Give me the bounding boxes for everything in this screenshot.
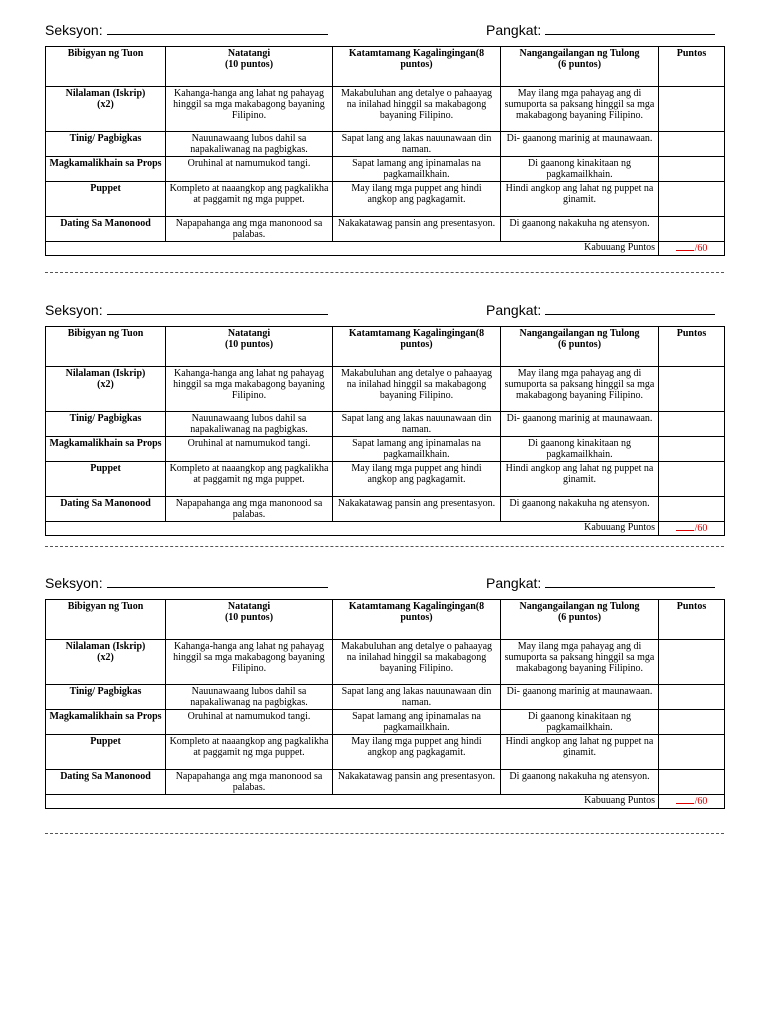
puntos-cell[interactable] [659,367,725,412]
puntos-cell[interactable] [659,640,725,685]
criterion-cell: Magkamalikhain sa Props [46,157,166,182]
table-header-row [46,47,725,87]
tulong-cell: May ilang mga pahayag ang di sumuporta sa paksang hinggil sa mga makabagong bayaning Filipino. [501,367,659,412]
column-header: Katamtamang Kagalingingan(8 puntos) [333,327,501,367]
table-row [46,462,725,497]
total-row [46,242,725,256]
criterion-cell: Magkamalikhain sa Props [46,710,166,735]
criterion-cell: Dating Sa Manonood [46,497,166,522]
rubric-table [45,599,725,809]
tulong-cell: Hindi angkop ang lahat ng puppet na ginamit. [501,182,659,217]
natatangi-cell: Nauunawaang lubos dahil sa napakaliwanag na pagbigkas. [166,412,333,437]
pangkat-field [486,575,715,591]
criterion-cell: Puppet [46,182,166,217]
puntos-cell[interactable] [659,412,725,437]
column-header: Katamtamang Kagalingingan(8 puntos) [333,600,501,640]
column-header: Puntos [659,47,725,87]
katamtaman-cell: Makabuluhan ang detalye o pahaayag na inilahad hinggil sa makabagong bayaning Filipino. [333,640,501,685]
total-score[interactable] [659,522,725,536]
tulong-cell: May ilang mga pahayag ang di sumuporta sa paksang hinggil sa mga makabagong bayaning Filipino. [501,87,659,132]
table-row [46,367,725,412]
criterion-cell: Tinig/ Pagbigkas [46,132,166,157]
column-header: Nangangailangan ng Tulong (6 puntos) [501,327,659,367]
puntos-cell[interactable] [659,735,725,770]
table-row [46,412,725,437]
katamtaman-cell: Makabuluhan ang detalye o pahaayag na inilahad hinggil sa makabagong bayaning Filipino. [333,87,501,132]
katamtaman-cell: May ilang mga puppet ang hindi angkop ang pagkagamit. [333,462,501,497]
natatangi-cell: Oruhinal at namumukod tangi. [166,157,333,182]
criterion-cell: Nilalaman (Iskrip) (x2) [46,640,166,685]
total-score[interactable] [659,242,725,256]
tulong-cell: Di gaanong kinakitaan ng pagkamailkhain. [501,437,659,462]
criterion-cell: Nilalaman (Iskrip) (x2) [46,367,166,412]
column-header: Bibigyan ng Tuon [46,327,166,367]
tulong-cell: Di gaanong kinakitaan ng pagkamailkhain. [501,710,659,735]
total-score-max: /60 [694,523,708,534]
pangkat-blank[interactable] [545,22,715,35]
pangkat-label: Pangkat: [486,302,542,318]
pangkat-field [486,302,715,318]
criterion-cell: Nilalaman (Iskrip) (x2) [46,87,166,132]
katamtaman-cell: Sapat lamang ang ipinamalas na pagkamailkhain. [333,157,501,182]
tulong-cell: Di- gaanong marinig at maunawaan. [501,412,659,437]
puntos-cell[interactable] [659,217,725,242]
table-header-row [46,600,725,640]
seksyon-label: Seksyon: [45,22,103,38]
pangkat-blank[interactable] [545,575,715,588]
seksyon-blank[interactable] [107,22,328,35]
pangkat-label: Pangkat: [486,22,542,38]
table-row [46,710,725,735]
natatangi-cell: Oruhinal at namumukod tangi. [166,710,333,735]
puntos-cell[interactable] [659,770,725,795]
puntos-cell[interactable] [659,132,725,157]
natatangi-cell: Nauunawaang lubos dahil sa napakaliwanag na pagbigkas. [166,132,333,157]
puntos-cell[interactable] [659,437,725,462]
table-row [46,157,725,182]
tulong-cell: Hindi angkop ang lahat ng puppet na ginamit. [501,462,659,497]
table-row [46,437,725,462]
total-label: Kabuuang Puntos [46,522,659,536]
total-label: Kabuuang Puntos [46,795,659,809]
column-header: Bibigyan ng Tuon [46,600,166,640]
katamtaman-cell: Makabuluhan ang detalye o pahaayag na inilahad hinggil sa makabagong bayaning Filipino. [333,367,501,412]
puntos-cell[interactable] [659,87,725,132]
natatangi-cell: Kahanga-hanga ang lahat ng pahayag hinggil sa mga makabagong bayaning Filipino. [166,640,333,685]
puntos-cell[interactable] [659,157,725,182]
puntos-cell[interactable] [659,182,725,217]
katamtaman-cell: Nakakatawag pansin ang presentasyon. [333,217,501,242]
natatangi-cell: Napapahanga ang mga manonood sa palabas. [166,770,333,795]
katamtaman-cell: Sapat lamang ang ipinamalas na pagkamailkhain. [333,710,501,735]
tulong-cell: Hindi angkop ang lahat ng puppet na ginamit. [501,735,659,770]
natatangi-cell: Kahanga-hanga ang lahat ng pahayag hinggil sa mga makabagong bayaning Filipino. [166,367,333,412]
puntos-cell[interactable] [659,685,725,710]
total-score[interactable] [659,795,725,809]
natatangi-cell: Oruhinal at namumukod tangi. [166,437,333,462]
column-header: Nangangailangan ng Tulong (6 puntos) [501,47,659,87]
table-header-row [46,327,725,367]
cut-line [45,272,724,273]
puntos-cell[interactable] [659,462,725,497]
katamtaman-cell: May ilang mga puppet ang hindi angkop ang pagkagamit. [333,735,501,770]
column-header: Puntos [659,600,725,640]
column-header: Natatangi (10 puntos) [166,600,333,640]
total-row [46,522,725,536]
katamtaman-cell: Sapat lang ang lakas nauunawaan din naman. [333,412,501,437]
seksyon-blank[interactable] [107,575,328,588]
rubric-table [45,46,725,256]
rubric-block [45,20,724,254]
seksyon-field [45,22,328,38]
table-row [46,217,725,242]
katamtaman-cell: Sapat lang ang lakas nauunawaan din naman. [333,685,501,710]
total-score-max: /60 [694,243,708,254]
puntos-cell[interactable] [659,497,725,522]
natatangi-cell: Nauunawaang lubos dahil sa napakaliwanag na pagbigkas. [166,685,333,710]
total-score-max: /60 [694,796,708,807]
header-row [45,573,724,595]
criterion-cell: Dating Sa Manonood [46,217,166,242]
table-row [46,132,725,157]
criterion-cell: Puppet [46,462,166,497]
katamtaman-cell: Nakakatawag pansin ang presentasyon. [333,497,501,522]
total-score-blank[interactable] [676,795,694,804]
header-row [45,300,724,322]
cut-line [45,833,724,834]
tulong-cell: Di- gaanong marinig at maunawaan. [501,132,659,157]
column-header: Puntos [659,327,725,367]
natatangi-cell: Kahanga-hanga ang lahat ng pahayag hinggil sa mga makabagong bayaning Filipino. [166,87,333,132]
puntos-cell[interactable] [659,710,725,735]
natatangi-cell: Napapahanga ang mga manonood sa palabas. [166,497,333,522]
criterion-cell: Puppet [46,735,166,770]
table-row [46,182,725,217]
tulong-cell: Di gaanong nakakuha ng atensyon. [501,217,659,242]
header-row [45,20,724,42]
tulong-cell: Di gaanong kinakitaan ng pagkamailkhain. [501,157,659,182]
tulong-cell: Di gaanong nakakuha ng atensyon. [501,770,659,795]
natatangi-cell: Kompleto at naaangkop ang pagkalikha at paggamit ng mga puppet. [166,735,333,770]
criterion-cell: Tinig/ Pagbigkas [46,412,166,437]
table-row [46,497,725,522]
tulong-cell: May ilang mga pahayag ang di sumuporta sa paksang hinggil sa mga makabagong bayaning Filipino. [501,640,659,685]
column-header: Bibigyan ng Tuon [46,47,166,87]
table-row [46,735,725,770]
tulong-cell: Di- gaanong marinig at maunawaan. [501,685,659,710]
natatangi-cell: Kompleto at naaangkop ang pagkalikha at paggamit ng mga puppet. [166,182,333,217]
table-row [46,770,725,795]
seksyon-field [45,575,328,591]
table-row [46,640,725,685]
table-row [46,685,725,710]
seksyon-field [45,302,328,318]
katamtaman-cell: Sapat lang ang lakas nauunawaan din naman. [333,132,501,157]
criterion-cell: Tinig/ Pagbigkas [46,685,166,710]
criterion-cell: Magkamalikhain sa Props [46,437,166,462]
katamtaman-cell: Sapat lamang ang ipinamalas na pagkamailkhain. [333,437,501,462]
column-header: Natatangi (10 puntos) [166,327,333,367]
natatangi-cell: Napapahanga ang mga manonood sa palabas. [166,217,333,242]
cut-line [45,546,724,547]
column-header: Nangangailangan ng Tulong (6 puntos) [501,600,659,640]
pangkat-blank[interactable] [545,302,715,315]
pangkat-field [486,22,715,38]
seksyon-blank[interactable] [107,302,328,315]
tulong-cell: Di gaanong nakakuha ng atensyon. [501,497,659,522]
rubric-table [45,326,725,536]
natatangi-cell: Kompleto at naaangkop ang pagkalikha at paggamit ng mga puppet. [166,462,333,497]
column-header: Natatangi (10 puntos) [166,47,333,87]
total-score-blank[interactable] [676,242,694,251]
katamtaman-cell: May ilang mga puppet ang hindi angkop ang pagkagamit. [333,182,501,217]
katamtaman-cell: Nakakatawag pansin ang presentasyon. [333,770,501,795]
pangkat-label: Pangkat: [486,575,542,591]
total-score-blank[interactable] [676,522,694,531]
rubric-block [45,300,724,534]
seksyon-label: Seksyon: [45,575,103,591]
column-header: Katamtamang Kagalingingan(8 puntos) [333,47,501,87]
rubric-block [45,573,724,807]
seksyon-label: Seksyon: [45,302,103,318]
criterion-cell: Dating Sa Manonood [46,770,166,795]
total-label: Kabuuang Puntos [46,242,659,256]
table-row [46,87,725,132]
total-row [46,795,725,809]
